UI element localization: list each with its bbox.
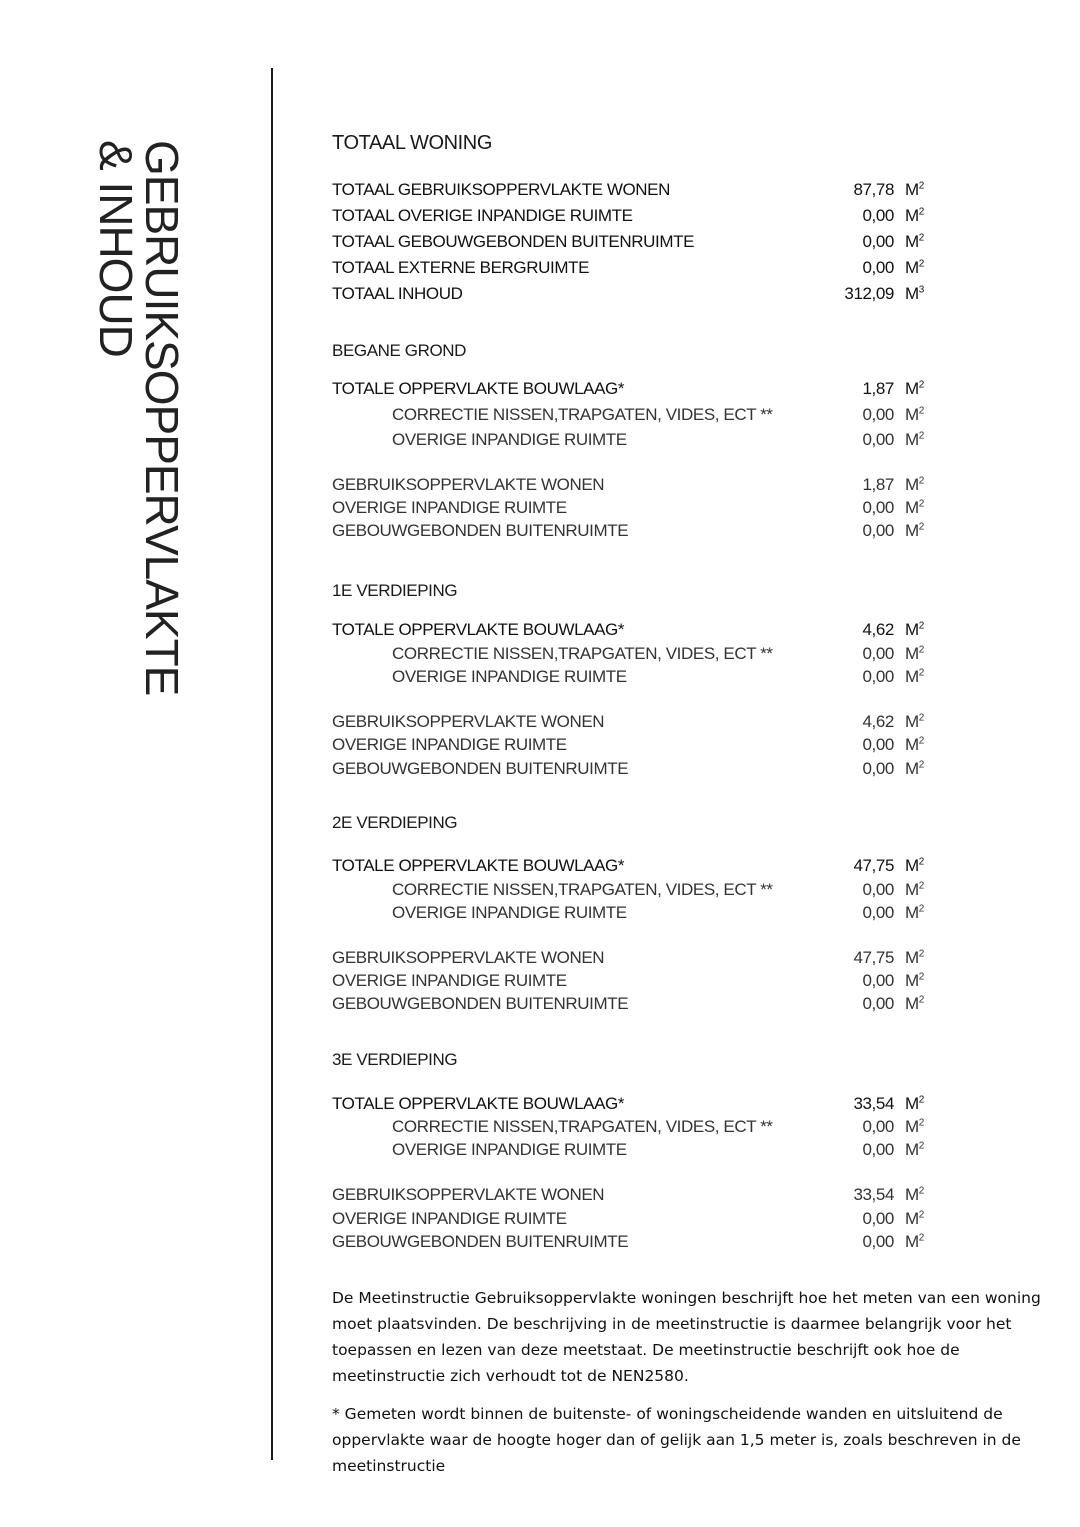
row-label: TOTAAL GEBOUWGEBONDEN BUITENRUIMTE	[332, 232, 695, 251]
row-unit: $M^2$	[905, 180, 924, 199]
floor-row	[332, 880, 932, 902]
row-unit: $M^2$	[905, 521, 924, 540]
row-label: OVERIGE INPANDIGE RUIMTE	[332, 735, 567, 754]
note-paragraph-meetinstructie: De Meetinstructie Gebruiksoppervlakte woningen beschrijft hoe het meten van een woning moet plaatsvinden. De beschrijving in de meetinstructie is daarmee belangrijk voor het toepassen en lezen van deze meetstaat. De meetinstructie beschrijft ook hoe de meetinstructie zich verhoudt tot de NEN2580.	[332, 1289, 1041, 1385]
row-value: 0,00	[862, 405, 894, 424]
floor-row	[332, 430, 932, 452]
row-label: GEBOUWGEBONDEN BUITENRUIMTE	[332, 1232, 629, 1251]
row-label: GEBOUWGEBONDEN BUITENRUIMTE	[332, 994, 629, 1013]
row-value: 0,00	[862, 1140, 894, 1159]
row-label: GEBRUIKSOPPERVLAKTE WONEN	[332, 948, 605, 967]
row-unit: $M^2$	[905, 620, 924, 639]
floor-row	[332, 644, 932, 666]
row-value: 0,00	[862, 258, 894, 277]
floor-row	[332, 759, 932, 781]
row-value: 0,00	[862, 430, 894, 449]
row-value: 33,54	[853, 1185, 894, 1204]
row-label: CORRECTIE NISSEN,TRAPGATEN, VIDES, ECT **	[392, 880, 773, 899]
row-unit: $M^2$	[905, 971, 924, 990]
row-unit: $M^2$	[905, 735, 924, 754]
floor-row	[332, 498, 932, 520]
row-label: GEBRUIKSOPPERVLAKTE WONEN	[332, 475, 605, 494]
floor-row	[332, 379, 932, 401]
section-heading-1e-verdieping: 1E VERDIEPING	[332, 581, 458, 600]
floor-row	[332, 1117, 932, 1139]
row-unit: $M^2$	[905, 405, 924, 424]
row-value: 0,00	[862, 232, 894, 251]
floor-row	[332, 667, 932, 689]
row-label: GEBOUWGEBONDEN BUITENRUIMTE	[332, 759, 629, 778]
row-value: 0,00	[862, 759, 894, 778]
floor-row	[332, 521, 932, 543]
row-label: CORRECTIE NISSEN,TRAPGATEN, VIDES, ECT **	[392, 644, 773, 663]
row-value: 0,00	[862, 644, 894, 663]
row-label: OVERIGE INPANDIGE RUIMTE	[332, 498, 567, 517]
row-value: 0,00	[862, 1117, 894, 1136]
row-value: 1,87	[862, 379, 894, 398]
row-unit: $M^2$	[905, 759, 924, 778]
row-label: OVERIGE INPANDIGE RUIMTE	[392, 430, 627, 449]
floor-row	[332, 1185, 932, 1207]
row-label: TOTAAL OVERIGE INPANDIGE RUIMTE	[332, 206, 633, 225]
row-unit: $M^2$	[905, 1209, 924, 1228]
floor-row	[332, 712, 932, 734]
row-value: 312,09	[844, 284, 894, 303]
row-unit: $M^2$	[905, 498, 924, 517]
floor-row	[332, 405, 932, 427]
row-value: 4,62	[862, 712, 894, 731]
section-heading-begane-grond: BEGANE GROND	[332, 341, 467, 360]
section-heading-totaal: TOTAAL WONING	[332, 132, 492, 154]
row-unit: $M^2$	[905, 1140, 924, 1159]
row-unit: $M^2$	[905, 1185, 924, 1204]
row-value: 0,00	[862, 521, 894, 540]
row-unit: $M^3$	[905, 284, 924, 303]
floor-row	[332, 735, 932, 757]
row-unit: $M^2$	[905, 379, 924, 398]
floor-row	[332, 475, 932, 497]
totaal-row	[332, 284, 932, 306]
row-unit: $M^2$	[905, 644, 924, 663]
row-unit: $M^2$	[905, 1094, 924, 1113]
row-unit: $M^2$	[905, 258, 924, 277]
page-title	[90, 140, 188, 696]
row-value: 0,00	[862, 880, 894, 899]
row-label: TOTALE OPPERVLAKTE BOUWLAAG*	[332, 620, 625, 639]
row-unit: $M^2$	[905, 1232, 924, 1251]
section-heading-2e-verdieping: 2E VERDIEPING	[332, 813, 458, 832]
row-unit: $M^2$	[905, 903, 924, 922]
row-unit: $M^2$	[905, 948, 924, 967]
floor-row	[332, 971, 932, 993]
floor-row	[332, 620, 932, 642]
section-heading-3e-verdieping: 3E VERDIEPING	[332, 1050, 458, 1069]
vertical-divider	[271, 68, 273, 1460]
page-title-line-1: GEBRUIKSOPPERVLAKTE	[136, 140, 188, 696]
row-label: GEBRUIKSOPPERVLAKTE WONEN	[332, 712, 605, 731]
row-label: OVERIGE INPANDIGE RUIMTE	[392, 903, 627, 922]
totaal-row	[332, 232, 932, 254]
row-unit: $M^2$	[905, 475, 924, 494]
row-label: GEBOUWGEBONDEN BUITENRUIMTE	[332, 521, 629, 540]
row-unit: $M^2$	[905, 232, 924, 251]
row-value: 47,75	[853, 856, 894, 875]
row-label: TOTALE OPPERVLAKTE BOUWLAAG*	[332, 856, 625, 875]
row-label: OVERIGE INPANDIGE RUIMTE	[332, 971, 567, 990]
row-value: 33,54	[853, 1094, 894, 1113]
floor-row	[332, 1209, 932, 1231]
row-unit: $M^2$	[905, 206, 924, 225]
floor-row	[332, 1094, 932, 1116]
row-unit: $M^2$	[905, 1117, 924, 1136]
row-label: OVERIGE INPANDIGE RUIMTE	[332, 1209, 567, 1228]
row-unit: $M^2$	[905, 667, 924, 686]
floor-row	[332, 948, 932, 970]
row-value: 0,00	[862, 206, 894, 225]
floor-row	[332, 856, 932, 878]
row-unit: $M^2$	[905, 856, 924, 875]
row-value: 87,78	[853, 180, 894, 199]
floor-row	[332, 1232, 932, 1254]
row-value: 1,87	[862, 475, 894, 494]
row-label: CORRECTIE NISSEN,TRAPGATEN, VIDES, ECT **	[392, 1117, 773, 1136]
row-value: 0,00	[862, 498, 894, 517]
row-value: 0,00	[862, 667, 894, 686]
floor-row	[332, 903, 932, 925]
row-value: 47,75	[853, 948, 894, 967]
note-paragraph-footnote: * Gemeten wordt binnen de buitenste- of woningscheidende wanden en uitsluitend de oppervlakte waar de hoogte hoger dan of gelijk aan 1,5 meter is, zoals beschreven in de meetinstructie	[332, 1405, 1021, 1475]
row-value: 0,00	[862, 971, 894, 990]
row-value: 0,00	[862, 1209, 894, 1228]
row-unit: $M^2$	[905, 712, 924, 731]
page-title-line-2: & INHOUD	[90, 140, 142, 357]
row-label: TOTAAL INHOUD	[332, 284, 463, 303]
row-label: CORRECTIE NISSEN,TRAPGATEN, VIDES, ECT **	[392, 405, 773, 424]
row-label: OVERIGE INPANDIGE RUIMTE	[392, 667, 627, 686]
floor-row	[332, 1140, 932, 1162]
totaal-row	[332, 180, 932, 202]
totaal-row	[332, 206, 932, 228]
row-unit: $M^2$	[905, 880, 924, 899]
row-label: OVERIGE INPANDIGE RUIMTE	[392, 1140, 627, 1159]
row-label: TOTALE OPPERVLAKTE BOUWLAAG*	[332, 1094, 625, 1113]
row-value: 0,00	[862, 903, 894, 922]
totaal-row	[332, 258, 932, 280]
floor-row	[332, 994, 932, 1016]
row-label: TOTAAL EXTERNE BERGRUIMTE	[332, 258, 590, 277]
row-label: TOTAAL GEBRUIKSOPPERVLAKTE WONEN	[332, 180, 670, 199]
row-value: 4,62	[862, 620, 894, 639]
row-value: 0,00	[862, 735, 894, 754]
row-label: GEBRUIKSOPPERVLAKTE WONEN	[332, 1185, 605, 1204]
row-value: 0,00	[862, 994, 894, 1013]
row-label: TOTALE OPPERVLAKTE BOUWLAAG*	[332, 379, 625, 398]
row-unit: $M^2$	[905, 430, 924, 449]
row-unit: $M^2$	[905, 994, 924, 1013]
row-value: 0,00	[862, 1232, 894, 1251]
